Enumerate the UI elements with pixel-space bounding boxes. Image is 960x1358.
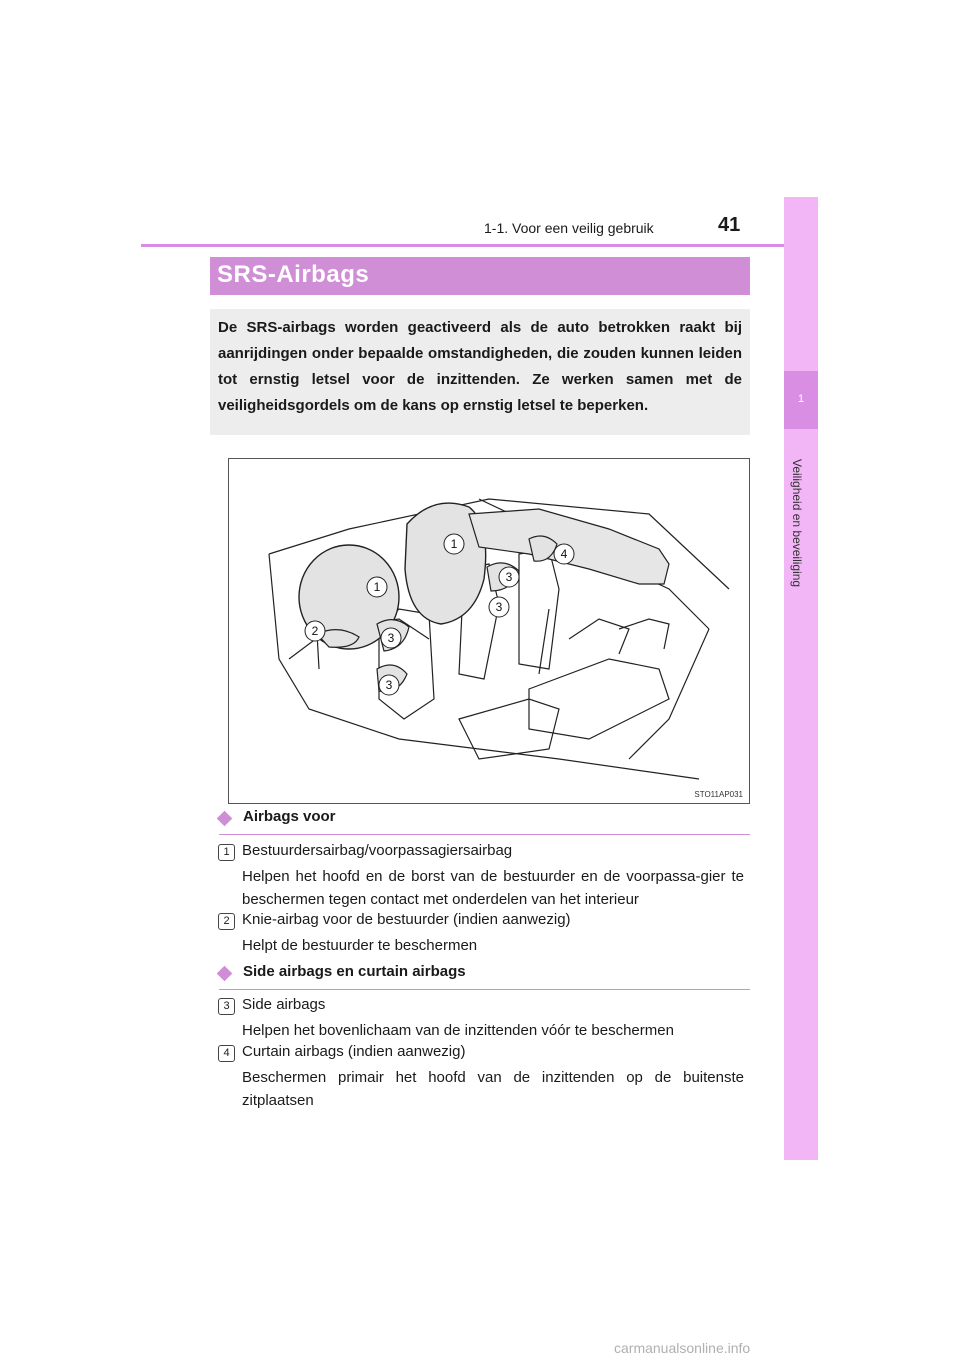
- callout-1-passenger-label: 1: [450, 537, 458, 551]
- sub-heading-front-airbags: [219, 806, 750, 835]
- sub-heading-text: Airbags voor: [243, 808, 336, 825]
- callout-3-d-label: 3: [495, 600, 503, 614]
- airbag-illustration: [228, 458, 750, 804]
- section-label: 1-1. Voor een veilig gebruik: [484, 220, 654, 236]
- sub-heading-text: Side airbags en curtain airbags: [243, 963, 466, 980]
- item-description: Helpt de bestuurder te beschermen: [242, 937, 478, 954]
- diamond-icon: [217, 811, 233, 827]
- title-bar: [210, 257, 750, 295]
- item-title: Side airbags: [242, 996, 326, 1013]
- item-description: Helpen het bovenlichaam van de inzittenden vóór te beschermen: [242, 1022, 674, 1039]
- sub-heading-side-airbags: [219, 961, 750, 990]
- diamond-icon: [217, 966, 233, 982]
- figure-code: STO11AP031: [694, 790, 743, 799]
- callout-3-a-label: 3: [387, 631, 395, 645]
- chapter-side-tab: [784, 197, 818, 1160]
- item-description: Beschermen primair het hoofd van de inzittenden op de buitenste zitplaatsen: [242, 1069, 744, 1109]
- page-title: SRS-Airbags: [217, 261, 370, 288]
- number-badge: 3: [218, 998, 235, 1015]
- callout-3-c-label: 3: [505, 570, 513, 584]
- header-rule: [141, 244, 818, 247]
- number-badge: 1: [218, 844, 235, 861]
- item-title: Curtain airbags (indien aanwezig): [242, 1043, 466, 1060]
- intro-box: [210, 309, 750, 435]
- item-title: Knie-airbag voor de bestuurder (indien aanwezig): [242, 911, 571, 928]
- car-interior-drawing: [229, 459, 749, 803]
- page-number: 41: [718, 214, 741, 236]
- chapter-number: 1: [797, 393, 805, 405]
- item-description: Helpen het hoofd en de borst van de bestuurder en de voorpassa-gier te beschermen tegen contact met onderdelen van het interieur: [242, 868, 744, 908]
- callout-3-b-label: 3: [385, 678, 393, 692]
- watermark: carmanualsonline.info: [614, 1340, 751, 1356]
- callout-2-label: 2: [311, 624, 319, 638]
- callout-4-label: 4: [560, 547, 568, 561]
- intro-text: De SRS-airbags worden geactiveerd als de auto betrokken raakt bij aanrijdingen onder bepaalde omstandigheden, die zouden kunnen leiden tot ernstig letsel voor de inzittenden. Ze werken samen met de veiligheidsgordels om de kans op ernstig letsel te beperken.: [218, 319, 742, 414]
- number-badge: 4: [218, 1045, 235, 1062]
- item-title: Bestuurdersairbag/voorpassagiersairbag: [242, 842, 513, 859]
- callout-1-driver-label: 1: [373, 580, 381, 594]
- chapter-title: Veiligheid en beveiliging: [790, 459, 804, 588]
- number-badge: 2: [218, 913, 235, 930]
